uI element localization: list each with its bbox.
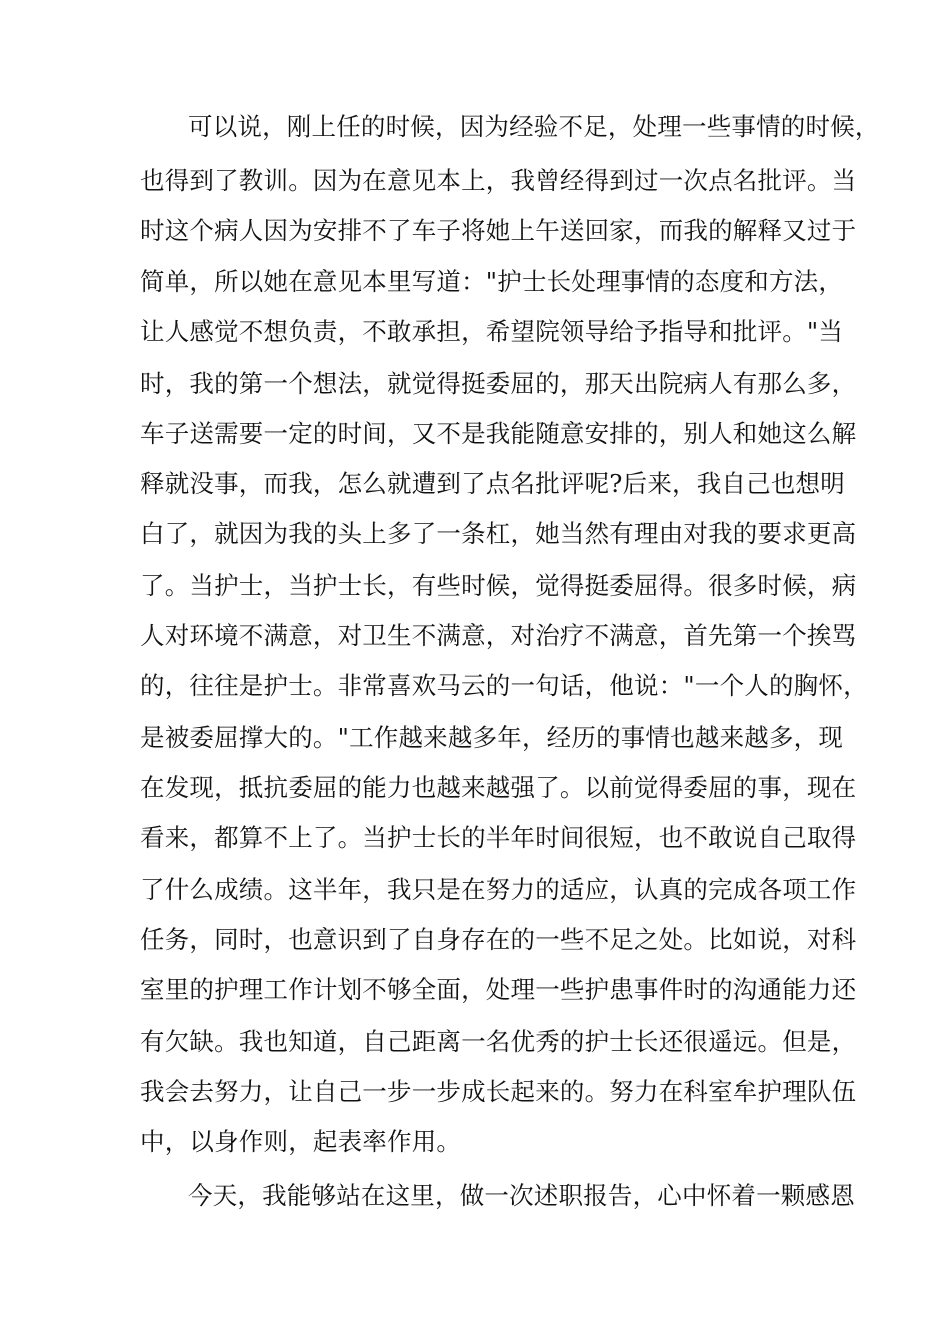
paragraph-1-line-19: 有欠缺。我也知道，自己距离一名优秀的护士长还很遥远。但是， <box>140 1027 857 1056</box>
paragraph-1-line-16: 了什么成绩。这半年，我只是在努力的适应，认真的完成各项工作 <box>140 875 857 904</box>
paragraph-2-line-1: 今天，我能够站在这里，做一次述职报告，心中怀着一颗感恩 <box>188 1181 855 1210</box>
paragraph-1-line-8: 释就没事，而我，怎么就遭到了点名批评呢?后来，我自己也想明 <box>140 469 845 498</box>
paragraph-1-line-18: 室里的护理工作计划不够全面，处理一些护患事件时的沟通能力还 <box>140 975 857 1004</box>
paragraph-1-line-6: 时，我的第一个想法，就觉得挺委屈的，那天出院病人有那么多， <box>140 369 857 398</box>
paragraph-1-line-9: 白了，就因为我的头上多了一条杠，她当然有理由对我的要求更高 <box>140 519 857 548</box>
paragraph-1-line-10: 了。当护士，当护士长，有些时候，觉得挺委屈得。很多时候，病 <box>140 571 857 600</box>
paragraph-1-line-21: 中，以身作则，起表率作用。 <box>140 1127 462 1156</box>
paragraph-1-line-12: 的，往往是护士。非常喜欢马云的一句话，他说："一个人的胸怀， <box>140 671 868 700</box>
paragraph-1-line-14: 在发现，抵抗委屈的能力也越来越强了。以前觉得委屈的事，现在 <box>140 773 857 802</box>
paragraph-1-line-1: 可以说，刚上任的时候，因为经验不足，处理一些事情的时候， <box>188 112 880 141</box>
paragraph-1-line-3: 时这个病人因为安排不了车子将她上午送回家，而我的解释又过于 <box>140 216 857 245</box>
paragraph-1-line-5: 让人感觉不想负责，不敢承担，希望院领导给予指导和批评。"当 <box>140 317 844 346</box>
paragraph-1-line-11: 人对环境不满意，对卫生不满意，对治疗不满意，首先第一个挨骂 <box>140 621 857 650</box>
paragraph-1-line-2: 也得到了教训。因为在意见本上，我曾经得到过一次点名批评。当 <box>140 166 857 195</box>
paragraph-1-line-17: 任务，同时，也意识到了自身存在的一些不足之处。比如说，对科 <box>140 925 857 954</box>
paragraph-1-line-4: 简单，所以她在意见本里写道："护士长处理事情的态度和方法， <box>140 267 844 296</box>
paragraph-1-line-7: 车子送需要一定的时间，又不是我能随意安排的，别人和她这么解 <box>140 419 857 448</box>
paragraph-1-line-13: 是被委屈撑大的。"工作越来越多年，经历的事情也越来越多，现 <box>140 723 844 752</box>
paragraph-1-line-15: 看来，都算不上了。当护士长的半年时间很短，也不敢说自己取得 <box>140 823 857 852</box>
paragraph-1-line-20: 我会去努力，让自己一步一步成长起来的。努力在科室牟护理队伍 <box>140 1077 857 1106</box>
